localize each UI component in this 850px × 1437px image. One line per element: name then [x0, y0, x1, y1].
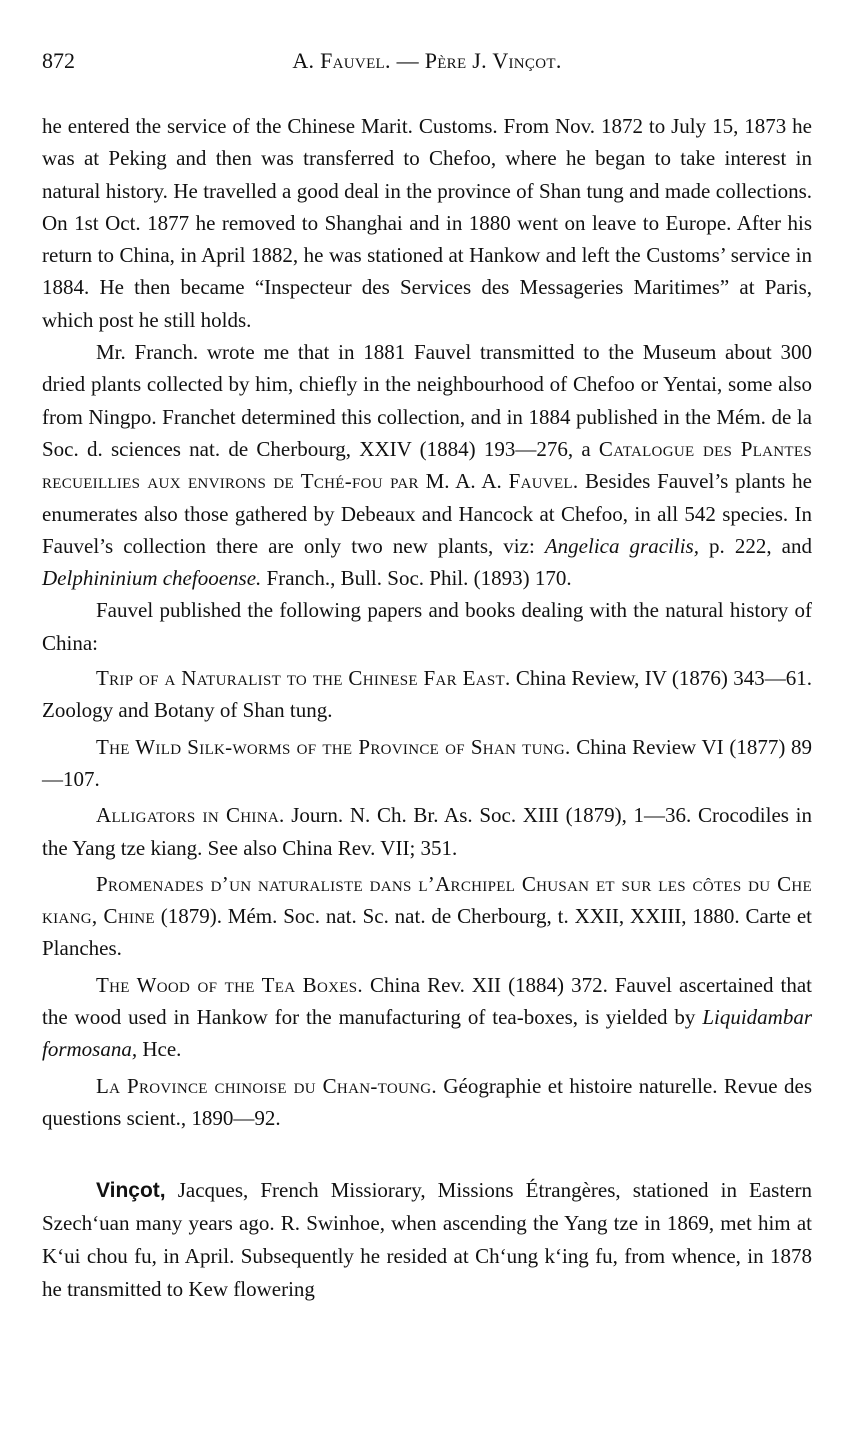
page-header [42, 48, 812, 88]
reference-title: The Wood of the Tea Boxes. [96, 972, 363, 997]
page-body [42, 110, 812, 1306]
entry-text: Jacques, French Missiorary, Missions Étrangères, stationed in Eastern Szech‘uan many years ago. R. Swinhoe, when ascending the Yang tze in 1869, met him at K‘ui chou fu, in April. Subsequently he resided at Ch‘ung k‘ing fu, from whence, in 1878 he transmitted to Kew flowering [42, 1178, 812, 1302]
entry-name: Vinçot, [96, 1179, 166, 1203]
section-gap [42, 1134, 812, 1174]
reference-entry [42, 969, 812, 1066]
page [42, 48, 812, 1306]
reference-details: China Rev. XII (1884) 372. Fauvel ascertained that the wood used in Hankow for the manufacturing of tea-boxes, is yielded by [42, 972, 813, 1030]
text-span: . Besides Fauvel’s plants he enumerates also those gathered by Debeaux and Hancock at Chefoo, in all 542 species. In Fauvel’s collection there are only two new plants, viz: [42, 469, 812, 558]
species-name: Angelica gracilis, [544, 533, 699, 558]
reference-details: China Review, IV (1876) 343—61. Zoology and Botany of Shan tung. [42, 666, 813, 723]
species-name: Liquidambar formosana, [42, 1005, 812, 1062]
reference-entry [42, 799, 812, 864]
text-span: Mr. Franch. wrote me that in 1881 Fauvel transmitted to the Museum about 300 dried plants collected by him, chiefly in the neighbourhood of Chefoo or Yentai, some also from Ningpo. Franchet determined this collection, and in 1884 published in the Mém. de la Soc. d. sciences nat. de Cherbourg, XXIV (1884) 193—276, a [42, 340, 812, 461]
reference-entry [42, 731, 812, 796]
reference-details: (1879). Mém. Soc. nat. Sc. nat. de Cherbourg, t. XXII, XXIII, 1880. Carte et Planches. [42, 904, 812, 961]
page-number: 872 [42, 48, 75, 73]
paragraph-fauvel-career: he entered the service of the Chinese Marit. Customs. From Nov. 1872 to July 15, 1873 he was at Peking and then was transferred to Chefoo, where he began to take interest in natural history. He travelled a good deal in the province of Shan tung and made collections. On 1st Oct. 1877 he removed to Shanghai and in 1880 went on leave to Europe. After his return to China, in April 1882, he was stationed at Hankow and left the Customs’ service in 1884. He then became “Inspecteur des Services des Messageries Maritimes” at Paris, which post he still holds. [42, 114, 812, 332]
reference-title: Alligators in China. [96, 803, 285, 828]
paragraph-fauvel-collection [42, 336, 812, 594]
text-span: M. A. A. [418, 469, 509, 494]
paragraph-publications-intro: Fauvel published the following papers and books dealing with the natural history of China: [42, 598, 812, 655]
biography-entry-vincot [42, 1174, 812, 1306]
text-span: Franch., Bull. Soc. Phil. (1893) 170. [261, 566, 572, 591]
reference-title: Trip of a Naturalist to the Chinese Far East. [96, 666, 511, 691]
reference-title: La Province chinoise du Chan-toung. [96, 1073, 437, 1098]
reference-title: Promenades d’un naturaliste dans l’Archipel Chusan et sur les côtes du Che kiang, Chine [42, 871, 812, 929]
reference-entry [42, 1070, 812, 1135]
reference-details: Journ. N. Ch. Br. As. Soc. XIII (1879), 1—36. Crocodiles in the Yang tze kiang. See also China Rev. VII; 351. [42, 803, 812, 860]
running-head: A. Fauvel. — Père J. Vinçot. [292, 48, 562, 73]
reference-title: The Wild Silk-worms of the Province of Shan tung. [96, 734, 571, 759]
species-name: Delphininium chefooense. [42, 566, 262, 591]
reference-entry [42, 868, 812, 965]
text-span: p. 222, and [698, 533, 812, 558]
catalogue-title: Catalogue des Plantes recueillies aux environs de Tché-fou par [42, 436, 813, 494]
author-name: Fauvel [508, 469, 573, 494]
reference-entry [42, 662, 812, 727]
reference-details: Géographie et histoire naturelle. Revue des questions scient., 1890—92. [42, 1073, 813, 1130]
reference-details: China Review VI (1877) 89—107. [42, 734, 812, 791]
reference-details: Hce. [137, 1037, 182, 1062]
